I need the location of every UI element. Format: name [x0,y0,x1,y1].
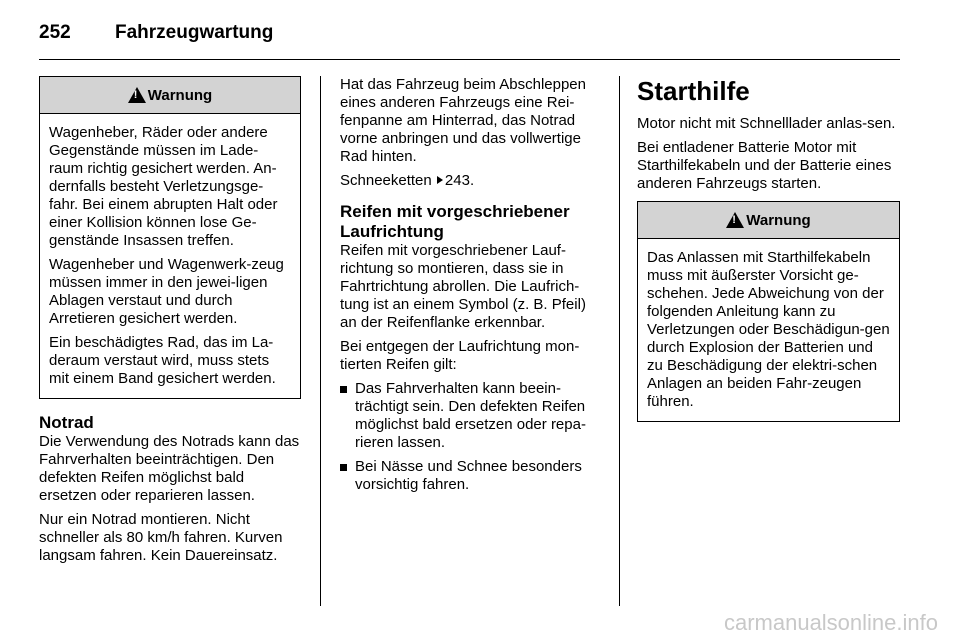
column-divider-1 [320,76,321,606]
list-item [340,380,604,452]
warning-paragraph: Wagenheber, Räder oder andere Gegenstände müssen im Lade-raum richtig gesichert werden. An-dernfalls besteht Verletzungsge-fahr. Bei einem abrupten Halt oder einer Kollision können lose Ge-genstände Insassen treffen. [49,124,278,249]
body-paragraph: Hat das Fahrzeug beim Abschleppen eines anderen Fahrzeugs eine Rei-fenpanne am Hinterrad, das Notrad vorne anbringen und das vollwertige Rad hinten. [340,76,586,165]
warning-paragraph: Wagenheber und Wagenwerk-zeug müssen immer in den jewei-ligen Ablagen verstaut und durch Arretieren gesichert werden. [49,256,284,327]
cross-reference-text: Schneeketten [340,172,432,189]
warning-title: Warnung [147,86,213,104]
column-1 [39,76,301,571]
warning-title: Warnung [746,211,811,229]
warning-paragraph: Das Anlassen mit Starthilfekabeln muss mit äußerster Vorsicht ge-schehen. Jede Abweichung von der folgenden Anleitung kann zu Verletzungen oder Beschädigun-gen durch Explosion der Batterien und zu Beschädigung der elektri-schen Anlagen an beiden Fahr-zeugen führen. [647,249,890,410]
body-paragraph: Motor nicht mit Schnelllader anlas-sen. [637,115,896,132]
list-item-text: Bei Nässe und Schnee besonders vorsichtig fahren. [355,458,582,493]
cross-reference [340,172,604,190]
warning-body [40,114,300,398]
body-paragraph: Reifen mit vorgeschriebener Lauf-richtung so montieren, dass sie in Fahrtrichtung abrollen. Die Laufrich-tung ist an einem Symbol (z. B. Pfeil) an der Reifenflanke erkennbar. [340,242,586,331]
bullet-list [340,380,604,494]
column-3 [637,76,900,422]
body-paragraph: Bei entgegen der Laufrichtung mon-tierten Reifen gilt: [340,338,580,373]
warning-body [638,239,899,421]
column-divider-2 [619,76,620,606]
warning-box-luggage [39,76,301,399]
body-paragraph: Nur ein Notrad montieren. Nicht schneller als 80 km/h fahren. Kurven langsam fahren. Kein Dauereinsatz. [39,511,283,564]
column-2 [340,76,604,500]
body-paragraph: Bei entladener Batterie Motor mit Starthilfekabeln und der Batterie eines anderen Fahrzeugs starten. [637,139,892,192]
warning-triangle-icon [726,212,744,228]
warning-paragraph: Ein beschädigtes Rad, das im La-deraum verstaut wird, muss stets mit einem Band gesichert werden. [49,334,276,387]
page-header [39,18,273,48]
page-number: 252 [39,22,71,43]
bullet-square-icon [340,386,347,393]
section-heading-laufrichtung: Reifen mit vorgeschriebener Laufrichtung [340,202,570,241]
watermark: carmanualsonline.info [723,610,938,635]
warning-box-jump-start [637,201,900,422]
list-item [340,458,604,494]
header-rule [39,59,900,60]
section-heading-notrad: Notrad [39,413,94,432]
list-item-text: Das Fahrverhalten kann beein-trächtigt sein. Den defekten Reifen möglichst bald ersetzen oder repa-rieren lassen. [355,380,586,451]
warning-header [638,202,899,239]
section-heading-starthilfe: Starthilfe [637,76,750,106]
warning-triangle-icon [128,87,146,103]
cross-reference-page: 243. [444,172,475,189]
warning-header [40,77,300,114]
page-reference-arrow-icon [437,176,443,184]
running-title: Fahrzeugwartung [115,22,274,43]
bullet-square-icon [340,464,347,471]
body-paragraph: Die Verwendung des Notrads kann das Fahrverhalten beeinträchtigen. Den defekten Reifen möglichst bald ersetzen oder reparieren lassen. [39,433,300,504]
